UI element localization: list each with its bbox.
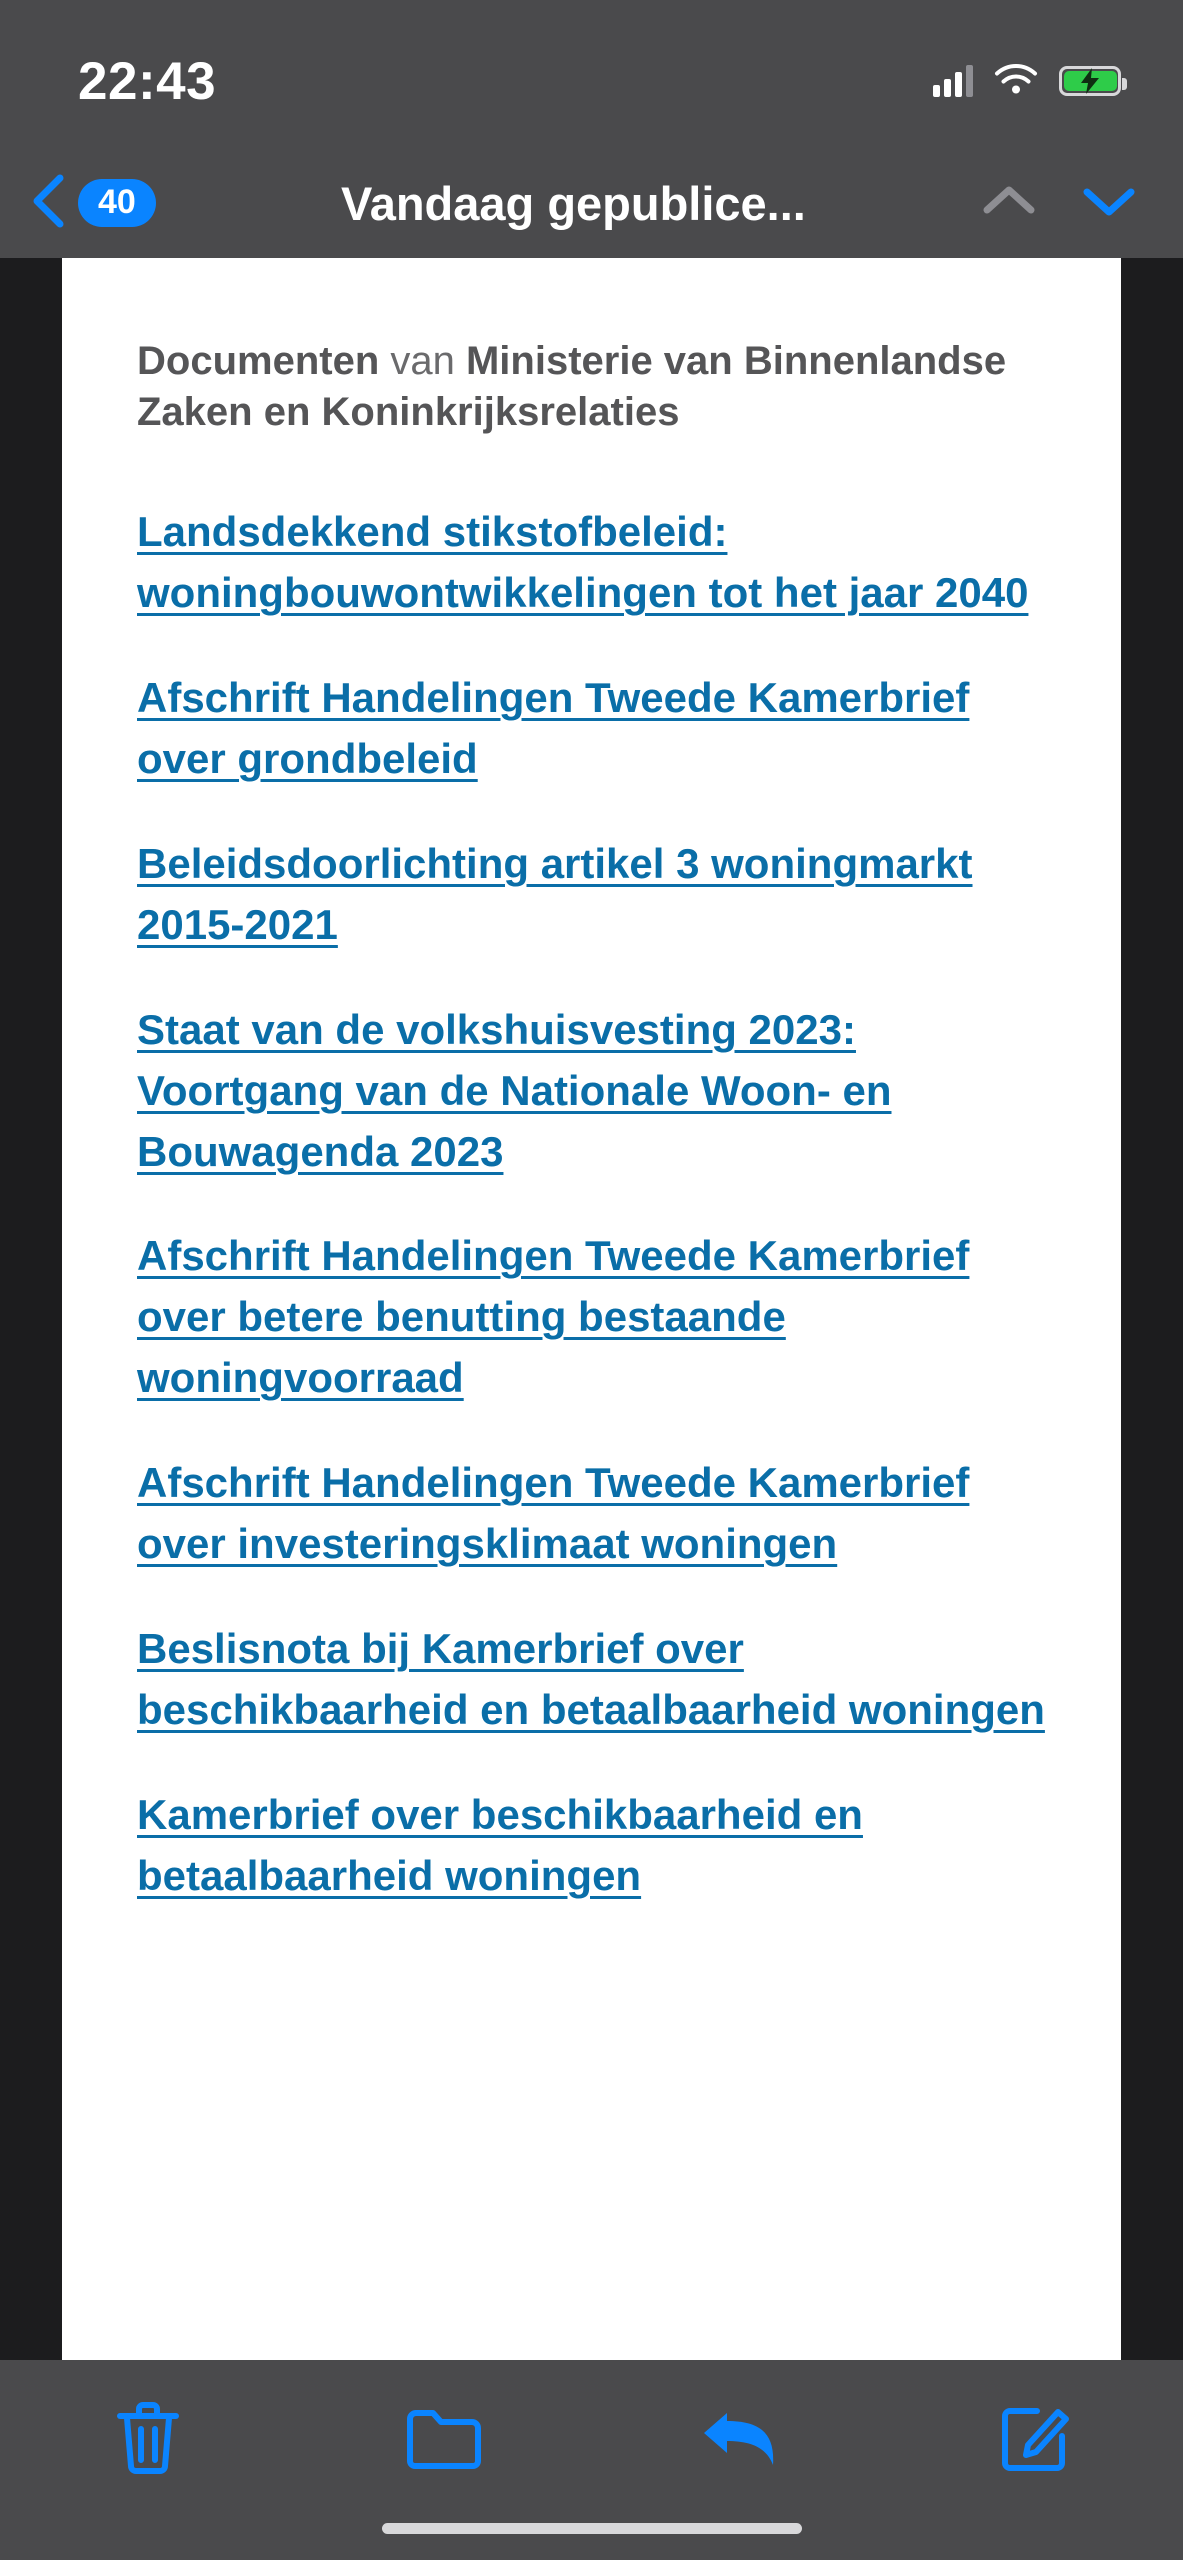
document-link-list (137, 502, 1061, 1906)
sender-connector: van (379, 339, 466, 383)
back-button[interactable] (30, 174, 156, 233)
battery-charging-icon (1059, 66, 1121, 96)
page-title: Vandaag gepublice... (340, 176, 806, 230)
list-item (137, 668, 1061, 790)
folder-icon[interactable] (389, 2390, 499, 2486)
status-time: 22:43 (78, 51, 217, 111)
cellular-signal-icon (933, 65, 973, 97)
sender-name: Ministerie van Binnenlandse Zaken en Koninkrijksrelaties (137, 339, 1007, 435)
chevron-up-icon[interactable] (981, 181, 1037, 226)
document-link[interactable]: Afschrift Handelingen Tweede Kamerbrief over investeringsklimaat woningen (137, 1459, 970, 1567)
list-item (137, 1785, 1061, 1907)
navigation-bar (0, 148, 1183, 258)
chevron-down-icon[interactable] (1081, 181, 1137, 226)
list-item (137, 1453, 1061, 1575)
document-link[interactable]: Landsdekkend stikstofbeleid: woningbouwontwikkelingen tot het jaar 2040 (137, 508, 1029, 617)
document-link[interactable]: Beslisnota bij Kamerbrief over beschikbaarheid en betaalbaarheid woningen (137, 1624, 1045, 1733)
message-body[interactable] (62, 258, 1121, 2360)
sender-prefix: Documenten (137, 339, 380, 383)
document-link[interactable]: Beleidsdoorlichting artikel 3 woningmarkt 2015-2021 (137, 839, 973, 948)
message-navigation (981, 181, 1143, 226)
document-link[interactable]: Staat van de volkshuisvesting 2023: Voortgang van de Nationale Woon- en Bouwagenda 2023 (137, 1005, 892, 1175)
chevron-left-icon[interactable] (30, 174, 64, 233)
home-indicator[interactable] (382, 2523, 802, 2534)
document-link[interactable]: Afschrift Handelingen Tweede Kamerbrief over betere benutting bestaande woningvoorraad (137, 1232, 970, 1402)
reply-arrow-icon[interactable] (684, 2390, 794, 2486)
sender-line (137, 336, 1061, 438)
document-link[interactable]: Kamerbrief over beschikbaarheid en betaalbaarheid woningen (137, 1790, 863, 1899)
list-item (137, 1000, 1061, 1183)
wifi-icon (994, 63, 1038, 100)
unread-count-badge[interactable]: 40 (78, 179, 156, 227)
status-bar (0, 0, 1183, 148)
compose-icon[interactable] (980, 2390, 1090, 2486)
document-link[interactable]: Afschrift Handelingen Tweede Kamerbrief over grondbeleid (137, 674, 970, 783)
list-item (137, 834, 1061, 956)
status-indicators (933, 49, 1121, 100)
list-item (137, 1226, 1061, 1409)
list-item (137, 1619, 1061, 1741)
trash-icon[interactable] (93, 2390, 203, 2486)
list-item (137, 502, 1061, 624)
